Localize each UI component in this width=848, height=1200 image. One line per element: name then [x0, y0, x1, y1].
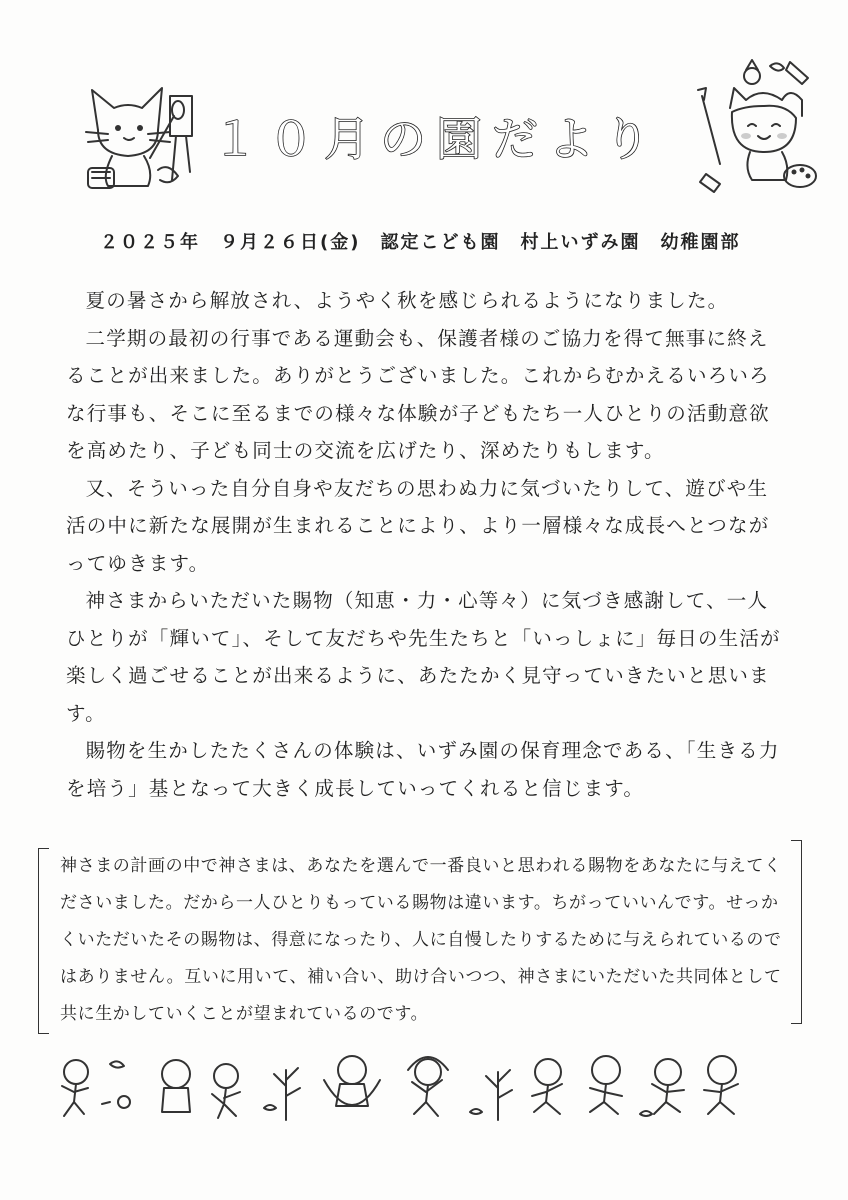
body-paragraph: 二学期の最初の行事である運動会も、保護者様のご協力を得て無事に終えることが出来ました。ありがとうございました。これからむかえるいろいろな行事も、そこに至るまでの様々な体験が子どもたち一人ひとりの活動意欲を高めたり、子ども同士の交流を広げたり、深めたりもします。 [66, 326, 770, 462]
body-paragraph: 又、そういった自分自身や友だちの思わぬ力に気づいたりして、遊びや生活の中に新たな展開が生まれることにより、より一層様々な成長へとつながってゆきます。 [66, 476, 770, 575]
body-paragraph: 夏の暑さから解放され、ようやく秋を感じられるようになりました。 [85, 289, 729, 312]
quote-box [38, 840, 802, 1032]
girl-art-supplies-illustration [690, 56, 820, 194]
newsletter-body [66, 282, 788, 807]
left-bracket [38, 848, 49, 1034]
cat-painter-illustration [78, 72, 204, 194]
date-school-line: ２０２５年 ９月２６日(金) 認定こども園 村上いずみ園 幼稚園部 [100, 232, 741, 253]
children-playing-illustration [40, 1050, 760, 1122]
body-paragraph: 賜物を生かしたたくさんの体験は、いずみ園の保育理念である、「生きる力を培う」基となって大きく成長していってくれると信じます。 [66, 739, 780, 800]
right-bracket [791, 840, 802, 1024]
body-paragraph: 神さまからいただいた賜物（知恵・力・心等々）に気づき感謝して、一人ひとりが「輝いて」、そして友だちや先生たちと「いっしょに」毎日の生活が楽しく過ごせることが出来るように、あたたかく見守っていきたいと思います。 [66, 589, 781, 725]
page-title: １０月の園だより [212, 112, 660, 166]
quote-text: 神さまの計画の中で神さまは、あなたを選んで一番良いと思われる賜物をあなたに与えてくださいました。だから一人ひとりもっている賜物は違います。ちがっていいんです。せっかくいただいたその賜物は、得意になったり、人に自慢したりするために与えられているのではありません。互いに用いて、補い合い、助け合いつつ、神さまにいただいた共同体として共に生かしていくことが望まれているのです。 [60, 856, 782, 1024]
